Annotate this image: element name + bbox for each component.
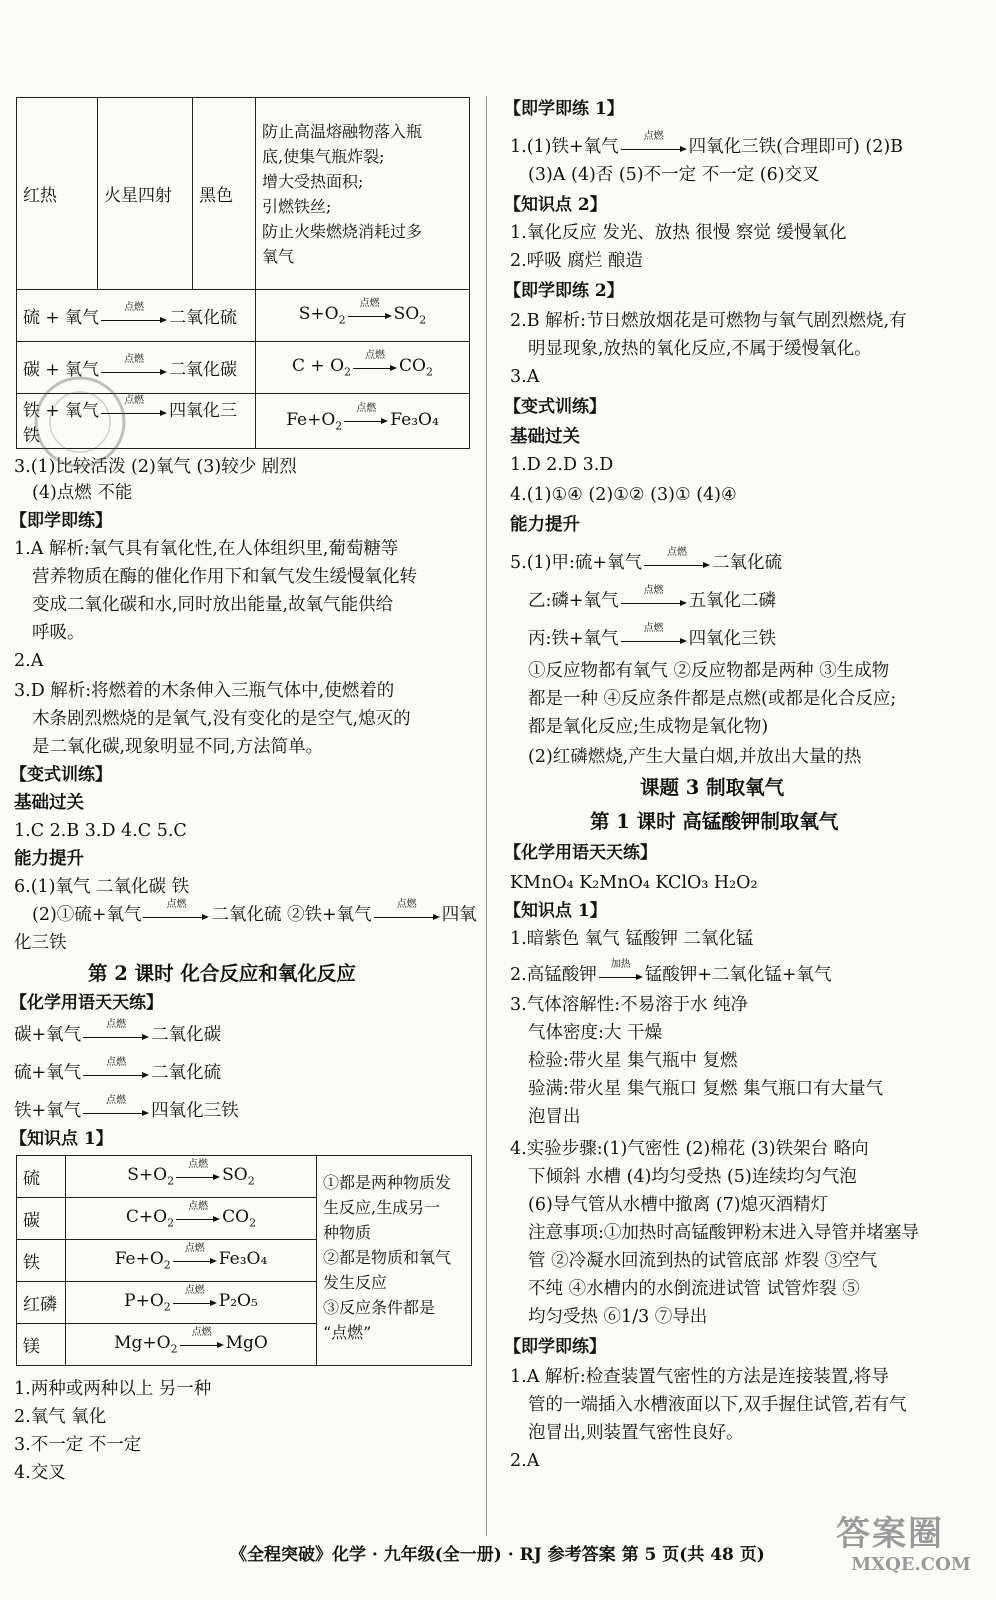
answer-line: 检验:带火星 集气瓶中 复燃 — [528, 1051, 738, 1071]
reaction-arrow: 点燃 — [644, 557, 710, 571]
subsection-label: 能力提升 — [510, 515, 580, 535]
answer-line: 3.A — [510, 367, 540, 387]
purpose-line: 防止火柴燃烧消耗过多 — [262, 221, 423, 241]
element-name: 铁 — [17, 1240, 66, 1282]
reaction-arrow: 点燃 — [344, 413, 388, 427]
word-equation: 碳 + 氧气 点燃 二氧化碳 — [17, 342, 256, 394]
reaction-arrow: 点燃 — [176, 1169, 220, 1183]
answer-line: 营养物质在酶的催化作用下和氧气发生缓慢氧化转 — [32, 567, 417, 587]
answer-line: 4.(1)①④ (2)①② (3)① (4)④ — [510, 485, 737, 505]
chemical-equation: $C+O_2$ 点燃 $CO_2$ — [66, 1198, 317, 1240]
feature-line: 生反应,生成另一 — [323, 1198, 441, 1217]
answer-line: 6.(1)氧气 二氧化碳 铁 — [14, 877, 190, 897]
column-divider — [486, 96, 487, 1536]
cell-purpose — [256, 98, 470, 290]
word-equation: 硫+氧气 点燃 二氧化硫 — [14, 1056, 222, 1083]
answer-line: 泡冒出 — [528, 1107, 581, 1127]
reaction-arrow: 加热 — [599, 969, 643, 983]
purpose-line: 底,使集气瓶炸裂; — [262, 146, 385, 166]
answer-line: 管 ②冷凝水回流到热的试管底部 炸裂 ③空气 — [528, 1251, 878, 1271]
reaction-arrow: 点燃 — [621, 141, 687, 155]
answer-line: 3.D 解析:将燃着的木条伸入三瓶气体中,使燃着的 — [14, 681, 395, 701]
element-name: 碳 — [17, 1198, 66, 1240]
answer-line: 1.D 2.D 3.D — [510, 455, 614, 475]
section-heading: 【知识点 1】 — [10, 1129, 113, 1149]
word-equation: 铁 + 氧气 点燃 四氧化三铁 — [17, 394, 256, 449]
answer-line: 2.呼吸 腐烂 酿造 — [510, 251, 643, 271]
section-heading: 【即学即练】 — [10, 511, 112, 531]
formula-line: KMnO₄ K₂MnO₄ KClO₃ H₂O₂ — [510, 873, 758, 893]
reaction-arrow: 点燃 — [83, 1067, 149, 1081]
answer-line: 1.暗紫色 氧气 锰酸钾 二氧化锰 — [510, 929, 754, 949]
reaction-arrow: 点燃 — [83, 1105, 149, 1119]
answer-line: 1.(1)铁+氧气 点燃 四氧化三铁(合理即可) (2)B — [510, 130, 904, 157]
element-name: 镁 — [17, 1324, 66, 1366]
feature-line: “点燃” — [323, 1323, 372, 1342]
section-heading: 【即学即练 1】 — [504, 99, 624, 119]
answer-line: 2.A — [510, 1451, 540, 1471]
answer-line: 都是一种 ④反应条件都是点燃(或都是化合反应; — [528, 689, 897, 709]
answer-line: (3)A (4)否 (5)不一定 不一定 (6)交叉 — [528, 165, 820, 185]
reaction-arrow: 点燃 — [180, 1337, 224, 1351]
answer-line: 2.高锰酸钾 加热 锰酸钾+二氧化锰+氧气 — [510, 958, 832, 985]
reaction-arrow: 点燃 — [621, 595, 687, 609]
answer-line: 1.氧化反应 发光、放热 很慢 察觉 缓慢氧化 — [510, 223, 847, 243]
feature-line: ①都是两种物质发 — [323, 1173, 452, 1192]
section-heading: 【即学即练 2】 — [504, 281, 624, 301]
subsection-label: 基础过关 — [510, 427, 580, 447]
section-heading: 【化学用语天天练】 — [10, 993, 163, 1013]
answer-line: 气体密度:大 干燥 — [528, 1023, 662, 1043]
chemical-equation: $S+O_2$ 点燃 $SO_2$ — [256, 290, 470, 342]
reaction-arrow: 点燃 — [83, 1029, 149, 1043]
answer-line: 泡冒出,则装置气密性良好。 — [528, 1423, 744, 1443]
answer-line: 验满:带火星 集气瓶口 复燃 集气瓶口有大量气 — [528, 1079, 884, 1099]
logo-text: 答案圈 — [836, 1514, 944, 1554]
answer-line: (4)点燃 不能 — [32, 483, 133, 503]
reaction-arrow: 点燃 — [353, 360, 397, 374]
answer-line: 3.不一定 不一定 — [14, 1435, 142, 1455]
chemical-equation: $Mg+O_2$ 点燃 MgO — [66, 1324, 317, 1366]
reaction-arrow: 点燃 — [173, 1253, 217, 1267]
reaction-table-2 — [16, 1155, 472, 1366]
section-heading: 【知识点 2】 — [504, 195, 607, 215]
answer-line: (2)①硫+氧气 点燃 二氧化硫 ②铁+氧气 点燃 四氧 — [32, 898, 477, 925]
answer-line: 3.气体溶解性:不易溶于水 纯净 — [510, 995, 749, 1015]
chemical-equation: $S+O_2$ 点燃 $SO_2$ — [66, 1156, 317, 1198]
word-equation: 铁+氧气 点燃 四氧化三铁 — [14, 1094, 239, 1121]
answer-line: 不纯 ④水槽内的水倒流进试管 试管炸裂 ⑤ — [528, 1279, 860, 1299]
subsection-label: 基础过关 — [14, 793, 84, 813]
chemical-equation: $P+O_2$ 点燃 P₂O₅ — [66, 1282, 317, 1324]
logo-url: MXQE.COM — [851, 1554, 971, 1575]
feature-line: 发生反应 — [323, 1273, 388, 1292]
section-heading: 【化学用语天天练】 — [504, 843, 657, 863]
topic-title: 课题 3 制取氧气 — [640, 776, 785, 799]
answer-line: 注意事项:①加热时高锰酸钾粉末进入导管并堵塞导 — [528, 1223, 919, 1243]
reaction-arrow: 点燃 — [374, 909, 440, 923]
chemical-equation: $Fe+O_2$ 点燃 Fe₃O₄ — [256, 394, 470, 449]
lesson-title: 第 1 课时 高锰酸钾制取氧气 — [590, 810, 839, 833]
site-logo — [836, 1514, 986, 1594]
stamp-icon — [30, 372, 130, 472]
answer-line: 2.氧气 氧化 — [14, 1407, 107, 1427]
answer-line: 管的一端插入水槽液面以下,双手握住试管,若有气 — [528, 1395, 907, 1415]
lesson-title: 第 2 课时 化合反应和氧化反应 — [88, 962, 356, 985]
purpose-line: 引燃铁丝; — [262, 196, 332, 216]
word-equation: 硫 + 氧气 点燃 二氧化硫 — [17, 290, 256, 342]
answer-line: 化三铁 — [14, 933, 67, 953]
reaction-arrow: 点燃 — [621, 633, 687, 647]
answer-line: 明显现象,放热的氧化反应,不属于缓慢氧化。 — [528, 339, 872, 359]
answer-line: 变成二氧化碳和水,同时放出能量,故氧气能供给 — [32, 595, 394, 615]
purpose-line: 增大受热面积; — [262, 171, 364, 191]
element-name: 硫 — [17, 1156, 66, 1198]
answer-line: 是二氧化碳,现象明显不同,方法简单。 — [32, 737, 324, 757]
element-name: 红磷 — [17, 1282, 66, 1324]
answer-line: 呼吸。 — [32, 623, 85, 643]
chemical-equation: $Fe+O_2$ 点燃 Fe₃O₄ — [66, 1240, 317, 1282]
answer-line: 3.(1)比较活泼 (2)氧气 (3)较少 剧烈 — [14, 457, 297, 477]
reaction-arrow: 点燃 — [348, 308, 392, 322]
section-heading: 【知识点 1】 — [504, 901, 607, 921]
answer-line: 5.(1)甲:硫+氧气 点燃 二氧化硫 — [510, 546, 783, 573]
reaction-arrow: 点燃 — [176, 1211, 220, 1225]
answer-line: 4.交叉 — [14, 1463, 66, 1483]
answer-line: 1.A 解析:氧气具有氧化性,在人体组织里,葡萄糖等 — [14, 539, 399, 559]
feature-line: ②都是物质和氧气 — [323, 1248, 452, 1267]
cell-phenomenon-3: 黑色 — [193, 98, 256, 290]
answer-line: 木条剧烈燃烧的是氧气,没有变化的是空气,熄灭的 — [32, 709, 411, 729]
section-heading: 【即学即练】 — [504, 1337, 606, 1357]
page-footer: 《全程突破》化学 · 九年级(全一册) · RJ 参考答案 第 5 页(共 48 页) — [230, 1545, 765, 1565]
section-heading: 【变式训练】 — [10, 765, 112, 785]
answer-line: 1.A 解析:检查装置气密性的方法是连接装置,将导 — [510, 1367, 889, 1387]
answer-line: 下倾斜 水槽 (4)均匀受热 (5)连续均匀气泡 — [528, 1167, 857, 1187]
cell-phenomenon-1: 红热 — [17, 98, 98, 290]
answer-line: 乙:磷+氧气 点燃 五氧化二磷 — [528, 584, 777, 611]
common-features — [317, 1156, 472, 1366]
answer-line: (2)红磷燃烧,产生大量白烟,并放出大量的热 — [528, 747, 862, 767]
feature-line: ③反应条件都是 — [323, 1298, 436, 1317]
purpose-line: 防止高温熔融物落入瓶 — [262, 121, 423, 141]
answer-line: ①反应物都有氧气 ②反应物都是两种 ③生成物 — [528, 661, 890, 681]
answer-line: 1.两种或两种以上 另一种 — [14, 1379, 212, 1399]
answer-line: 2.B 解析:节日燃放烟花是可燃物与氧气剧烈燃烧,有 — [510, 311, 907, 331]
section-heading: 【变式训练】 — [504, 397, 606, 417]
reaction-arrow: 点燃 — [101, 364, 167, 378]
reaction-arrow: 点燃 — [101, 405, 167, 419]
answer-line: 均匀受热 ⑥1/3 ⑦导出 — [528, 1307, 708, 1327]
chemical-equation: $C + O_2$ 点燃 $CO_2$ — [256, 342, 470, 394]
reaction-arrow: 点燃 — [101, 312, 167, 326]
reaction-arrow: 点燃 — [173, 1295, 217, 1309]
answer-line: 4.实验步骤:(1)气密性 (2)棉花 (3)铁架台 略向 — [510, 1139, 869, 1159]
answer-line: 2.A — [14, 651, 44, 671]
word-equation: 碳+氧气 点燃 二氧化碳 — [14, 1018, 222, 1045]
answer-line: 都是氧化反应;生成物是氧化物) — [528, 717, 769, 737]
subsection-label: 能力提升 — [14, 849, 84, 869]
purpose-line: 氧气 — [262, 246, 295, 266]
reaction-arrow: 点燃 — [143, 909, 209, 923]
answer-line: (6)导气管从水槽中撤离 (7)熄灭酒精灯 — [528, 1195, 829, 1215]
cell-phenomenon-2: 火星四射 — [98, 98, 193, 290]
feature-line: 种物质 — [323, 1223, 372, 1242]
answer-line: 丙:铁+氧气 点燃 四氧化三铁 — [528, 622, 777, 649]
answer-line: 1.C 2.B 3.D 4.C 5.C — [14, 821, 187, 841]
